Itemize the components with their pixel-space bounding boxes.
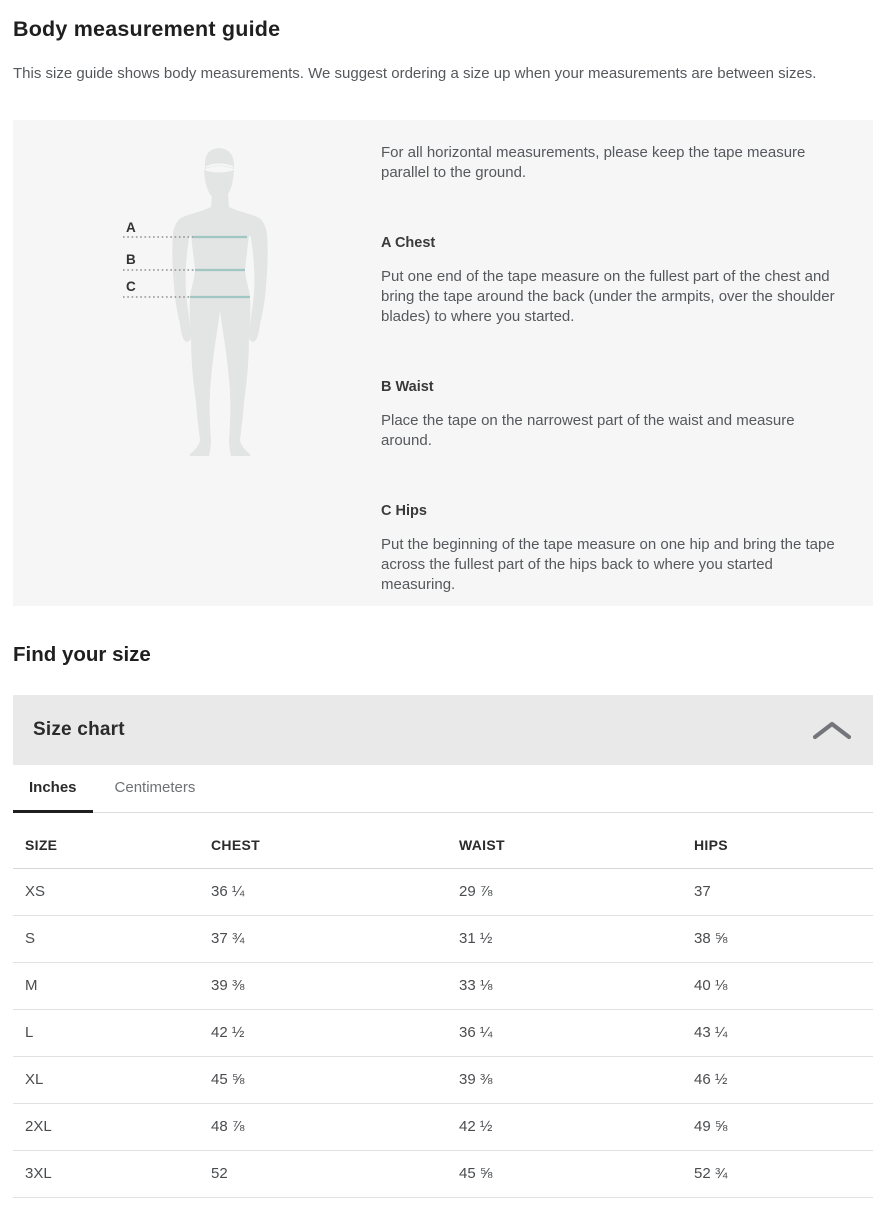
measurement-cell: 37 [682,868,873,915]
measure-label-b: B [126,252,136,267]
page-title: Body measurement guide [13,17,281,41]
measurement-cell: 48 ⅞ [199,1103,447,1150]
size-table-head [13,822,873,868]
measurement-guide-panel [13,120,873,606]
measurement-cell: 42 ½ [199,1009,447,1056]
size-cell: M [13,962,199,1009]
hips-section-body: Put the beginning of the tape measure on one hip and bring the tape across the fullest part of the hips back to where you started measuring. [381,536,835,593]
chest-section-body: Put one end of the tape measure on the fullest part of the chest and bring the tape around the back (under the armpits, over the shoulder blades) to where you started. [381,268,835,325]
measurement-cell: 33 ⅛ [447,962,682,1009]
table-row-3xl [13,1150,873,1197]
measurement-cell: 42 ½ [447,1103,682,1150]
measurement-cell: 36 ¼ [447,1009,682,1056]
measurement-instructions [381,120,873,606]
body-measurement-guide-page [0,16,891,1198]
measurement-cell: 52 ¾ [682,1150,873,1197]
chest-section-title: A Chest [381,235,436,251]
table-row-2xl [13,1103,873,1150]
table-row-xs [13,868,873,915]
measurement-cell: 39 ⅜ [199,962,447,1009]
chest-section [381,236,837,327]
size-cell: XS [13,868,199,915]
size-cell: 2XL [13,1103,199,1150]
measurement-cell: 45 ⅝ [447,1150,682,1197]
column-header-waist: WAIST [447,822,682,868]
measurement-cell: 46 ½ [682,1056,873,1103]
column-header-hips: HIPS [682,822,873,868]
size-table-body [13,868,873,1197]
instructions-intro: For all horizontal measurements, please keep the tape measure parallel to the ground. [381,144,806,181]
measurement-cell: 39 ⅜ [447,1056,682,1103]
measurement-cell: 49 ⅝ [682,1103,873,1150]
hips-section-title: C Hips [381,503,427,519]
tab-centimeters[interactable]: Centimeters [114,779,196,796]
measurement-cell: 37 ¾ [199,915,447,962]
table-row-xl [13,1056,873,1103]
table-row-m [13,962,873,1009]
table-header-row [13,822,873,868]
chevron-up-icon[interactable] [812,720,852,740]
size-cell: S [13,915,199,962]
body-figure-illustration [13,120,381,606]
size-cell: 3XL [13,1150,199,1197]
table-row-l [13,1009,873,1056]
size-cell: L [13,1009,199,1056]
waist-section-title: B Waist [381,379,434,395]
size-cell: XL [13,1056,199,1103]
measure-label-a: A [126,220,136,235]
size-chart-title: Size chart [33,719,125,740]
measurement-cell: 40 ⅛ [682,962,873,1009]
find-your-size-heading: Find your size [13,643,151,666]
measurement-cell: 45 ⅝ [199,1056,447,1103]
column-header-chest: CHEST [199,822,447,868]
page-subtitle: This size guide shows body measurements. We suggest ordering a size up when your measurements are between sizes. [13,65,817,82]
measure-label-c: C [126,279,136,294]
waist-section [381,380,837,451]
measurement-cell: 43 ¼ [682,1009,873,1056]
hips-section [381,504,837,595]
measurement-cell: 38 ⅝ [682,915,873,962]
waist-section-body: Place the tape on the narrowest part of the waist and measure around. [381,412,795,449]
units-tabbar [13,765,873,813]
column-header-size: SIZE [13,822,199,868]
measurement-cell: 36 ¼ [199,868,447,915]
size-chart-table [13,822,873,1198]
table-row-s [13,915,873,962]
body-silhouette-svg [13,120,381,606]
measurement-cell: 52 [199,1150,447,1197]
measurement-cell: 29 ⅞ [447,868,682,915]
measurement-cell: 31 ½ [447,915,682,962]
size-chart-accordion-header[interactable] [13,695,873,765]
tab-inches[interactable]: Inches [13,765,93,813]
